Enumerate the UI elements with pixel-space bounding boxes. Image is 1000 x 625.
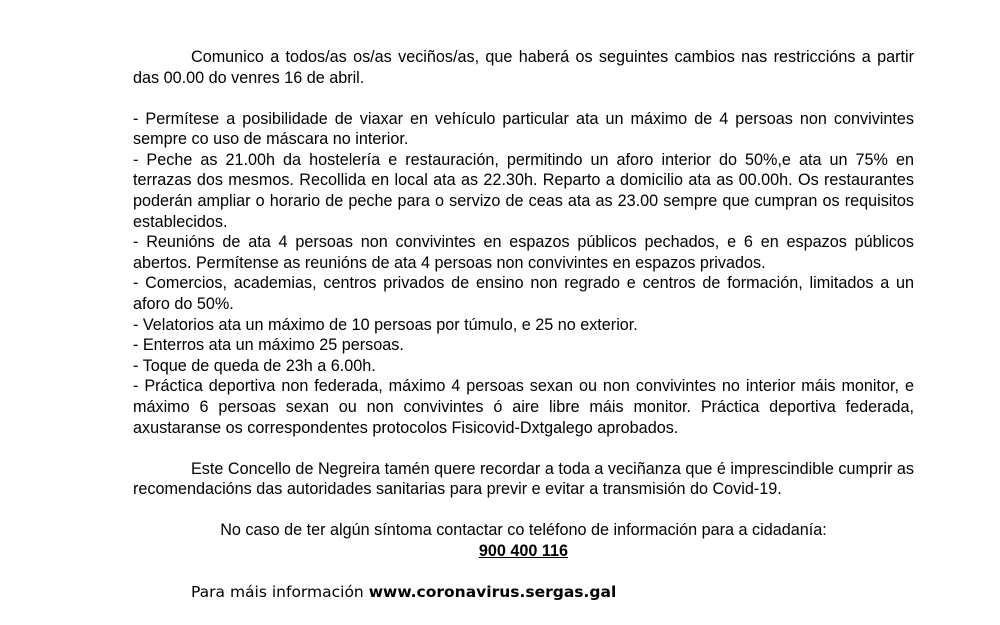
restriction-item-wakes: - Velatorios ata un máximo de 10 persoas por túmulo, e 25 no exterior. bbox=[133, 315, 638, 334]
info-label: Para máis información bbox=[191, 583, 369, 602]
phone-number[interactable]: 900 400 116 bbox=[478, 541, 569, 560]
info-line bbox=[133, 582, 914, 603]
intro-paragraph: Comunico a todos/as os/as veciños/as, que haberá os seguintes cambios nas restriccións a partir das 00.00 do venres 16 de abril. bbox=[133, 48, 914, 87]
restriction-item-travel: - Permítese a posibilidade de viaxar en vehículo particular ata un máximo de 4 persoas non convivintes sempre co uso de máscara no interior. bbox=[133, 109, 914, 149]
restriction-item-curfew: - Toque de queda de 23h a 6.00h. bbox=[133, 356, 376, 375]
phone-number-wrapper bbox=[133, 541, 914, 562]
restriction-item-commerce: - Comercios, academias, centros privados de ensino non regrado e centros de formación, limitados a un aforo do 50%. bbox=[133, 274, 914, 314]
restriction-item-burials: - Enterros ata un máximo 25 persoas. bbox=[133, 336, 404, 355]
restriction-item-meetings: - Reunións de ata 4 persoas non convivintes en espazos públicos pechados, e 6 en espazos públicos abertos. Permítense as reunións de ata 4 persoas non convivintes en espazos privados. bbox=[133, 233, 914, 272]
document-body bbox=[133, 47, 914, 603]
restriction-item-sports: - Práctica deportiva non federada, máximo 4 persoas sexan ou non convivintes no interior máis monitor, e máximo 6 persoas sexan ou non convivintes ó aire libre máis monitor. Práctica deportiva federada, axustaranse os correspondentes protocolos Fisicovid-Dxtgalego aprobados. bbox=[133, 377, 914, 437]
spacer bbox=[133, 438, 914, 459]
contact-line: No caso de ter algún síntoma contactar co teléfono de información para a cidadanía: bbox=[220, 521, 827, 540]
spacer bbox=[133, 88, 914, 109]
info-link[interactable]: www.coronavirus.sergas.gal bbox=[368, 583, 617, 602]
spacer bbox=[133, 500, 914, 521]
restriction-item-hospitality: - Peche as 21.00h da hostelería e restauración, permitindo un aforo interior do 50%,e ata un 75% en terrazas dos mesmos. Recollida en local ata as 22.30h. Reparto a domicilio ata as 00.00h. Os restaurantes poderán ampliar o horario de peche para o servizo de ceas ata as 23.00 sempre que cumpran os requisitos establecidos. bbox=[133, 150, 914, 231]
spacer bbox=[133, 562, 914, 583]
reminder-paragraph: Este Concello de Negreira tamén quere recordar a toda a veciñanza que é imprescindible cumprir as recomendacións das autoridades sanitarias para previr e evitar a transmisión do Covid-19. bbox=[133, 459, 914, 499]
